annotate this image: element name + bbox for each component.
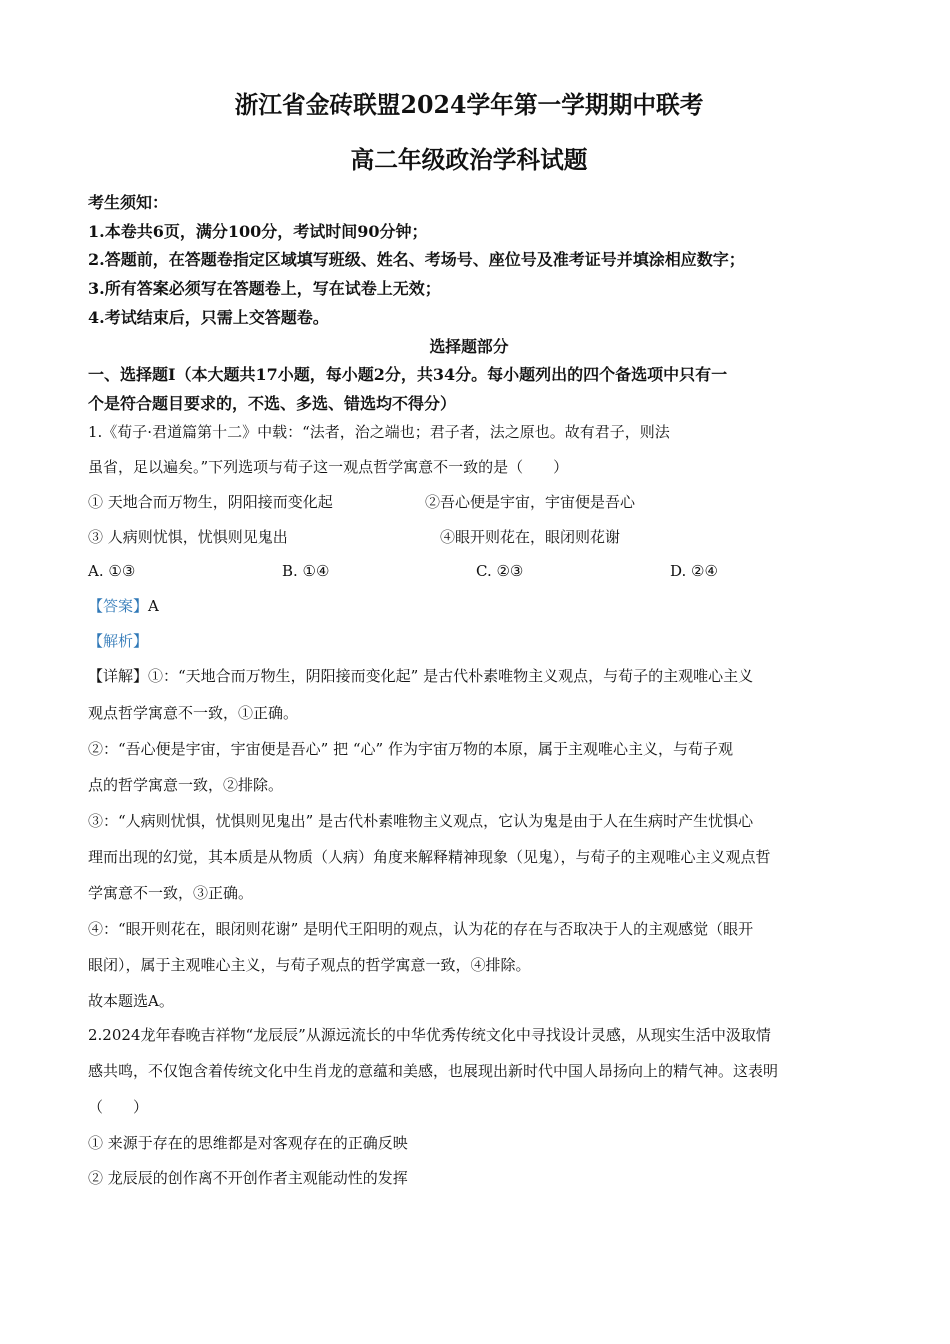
choice-b: B. ①④ xyxy=(282,562,330,580)
question-2-option: ② 龙辰辰的创作离不开创作者主观能动性的发挥 xyxy=(88,1169,408,1187)
answer-value: A xyxy=(148,597,159,615)
detail-text: ③：“人病则忧惧，忧惧则见鬼出” 是古代朴素唯物主义观点，它认为鬼是由于人在生病时产生忧惧心 xyxy=(88,812,754,830)
exam-subtitle: 高二年级政治学科试题 xyxy=(350,145,588,174)
answer-tag: 【答案】 xyxy=(88,597,149,615)
choice-c: C. ②③ xyxy=(476,562,524,580)
conclusion-text: 故本题选A。 xyxy=(88,992,174,1010)
detail-text: 理而出现的幻觉，其本质是从物质（人病）角度来解释精神现象（见鬼），与荀子的主观唯心主义观点哲 xyxy=(88,848,771,866)
notice-item: 1.本卷共6页，满分100分，考试时间90分钟； xyxy=(88,222,428,241)
question-1-option: ③ 人病则忧惧，忧惧则见鬼出 xyxy=(88,528,288,546)
choice-a: A. ①③ xyxy=(88,562,136,580)
detail-text: 观点哲学寓意不一致，①正确。 xyxy=(88,704,299,722)
detail-text: 学寓意不一致，③正确。 xyxy=(88,884,254,902)
notice-heading: 考生须知： xyxy=(88,193,169,212)
question-1-stem: 1.《荀子·君道篇第十二》中载：“法者，治之端也；君子者，法之原也。故有君子，则法 xyxy=(88,423,670,441)
detail-tag: 【详解】 xyxy=(88,667,149,685)
detail-text: ①：“天地合而万物生，阴阳接而变化起” 是古代朴素唯物主义观点，与荀子的主观唯心主义 xyxy=(148,667,754,685)
question-1-stem: 虽省，足以遍矣。”下列选项与荀子这一观点哲学寓意不一致的是（ ） xyxy=(88,458,569,476)
answer-line xyxy=(88,599,159,614)
question-1-option: ②吾心便是宇宙，宇宙便是吾心 xyxy=(425,493,636,511)
exam-title: 浙江省金砖联盟2024学年第一学期期中联考 xyxy=(234,90,704,119)
detail-text: ②：“吾心便是宇宙，宇宙便是吾心” 把 “心” 作为宇宙万物的本原，属于主观唯心主义，与荀子观 xyxy=(88,740,733,758)
section-title: 选择题部分 xyxy=(429,337,509,356)
analysis-tag: 【解析】 xyxy=(88,632,149,650)
detail-text: 眼闭），属于主观唯心主义，与荀子观点的哲学寓意一致，④排除。 xyxy=(88,956,531,974)
detail-text: 点的哲学寓意一致，②排除。 xyxy=(88,776,284,794)
notice-item: 4.考试结束后，只需上交答题卷。 xyxy=(88,308,329,327)
question-2-stem: 感共鸣，不仅饱含着传统文化中生肖龙的意蕴和美感，也展现出新时代中国人昂扬向上的精气神。这表明 xyxy=(88,1062,779,1080)
question-1-option: ① 天地合而万物生，阴阳接而变化起 xyxy=(88,493,333,511)
part-instructions: 个是符合题目要求的，不选、多选、错选均不得分） xyxy=(88,394,457,413)
part-instructions: 一、选择题Ⅰ（本大题共17小题，每小题2分，共34分。每小题列出的四个备选项中只有一 xyxy=(88,365,728,384)
question-2-stem: 2.2024龙年春晚吉祥物“龙辰辰”从源远流长的中华优秀传统文化中寻找设计灵感，从现实生活中汲取情 xyxy=(88,1026,771,1044)
notice-item: 2.答题前，在答题卷指定区域填写班级、姓名、考场号、座位号及准考证号并填涂相应数字； xyxy=(88,250,745,269)
detail-line xyxy=(88,669,753,684)
detail-text: ④：“眼开则花在，眼闭则花谢” 是明代王阳明的观点，认为花的存在与否取决于人的主观感觉（眼开 xyxy=(88,920,754,938)
notice-item: 3.所有答案必须写在答题卷上，写在试卷上无效； xyxy=(88,279,441,298)
question-1-option: ④眼开则花在，眼闭则花谢 xyxy=(440,528,621,546)
choice-d: D. ②④ xyxy=(670,562,718,580)
question-2-option: ① 来源于存在的思维都是对客观存在的正确反映 xyxy=(88,1134,408,1152)
question-2-stem: （ ） xyxy=(88,1098,149,1116)
